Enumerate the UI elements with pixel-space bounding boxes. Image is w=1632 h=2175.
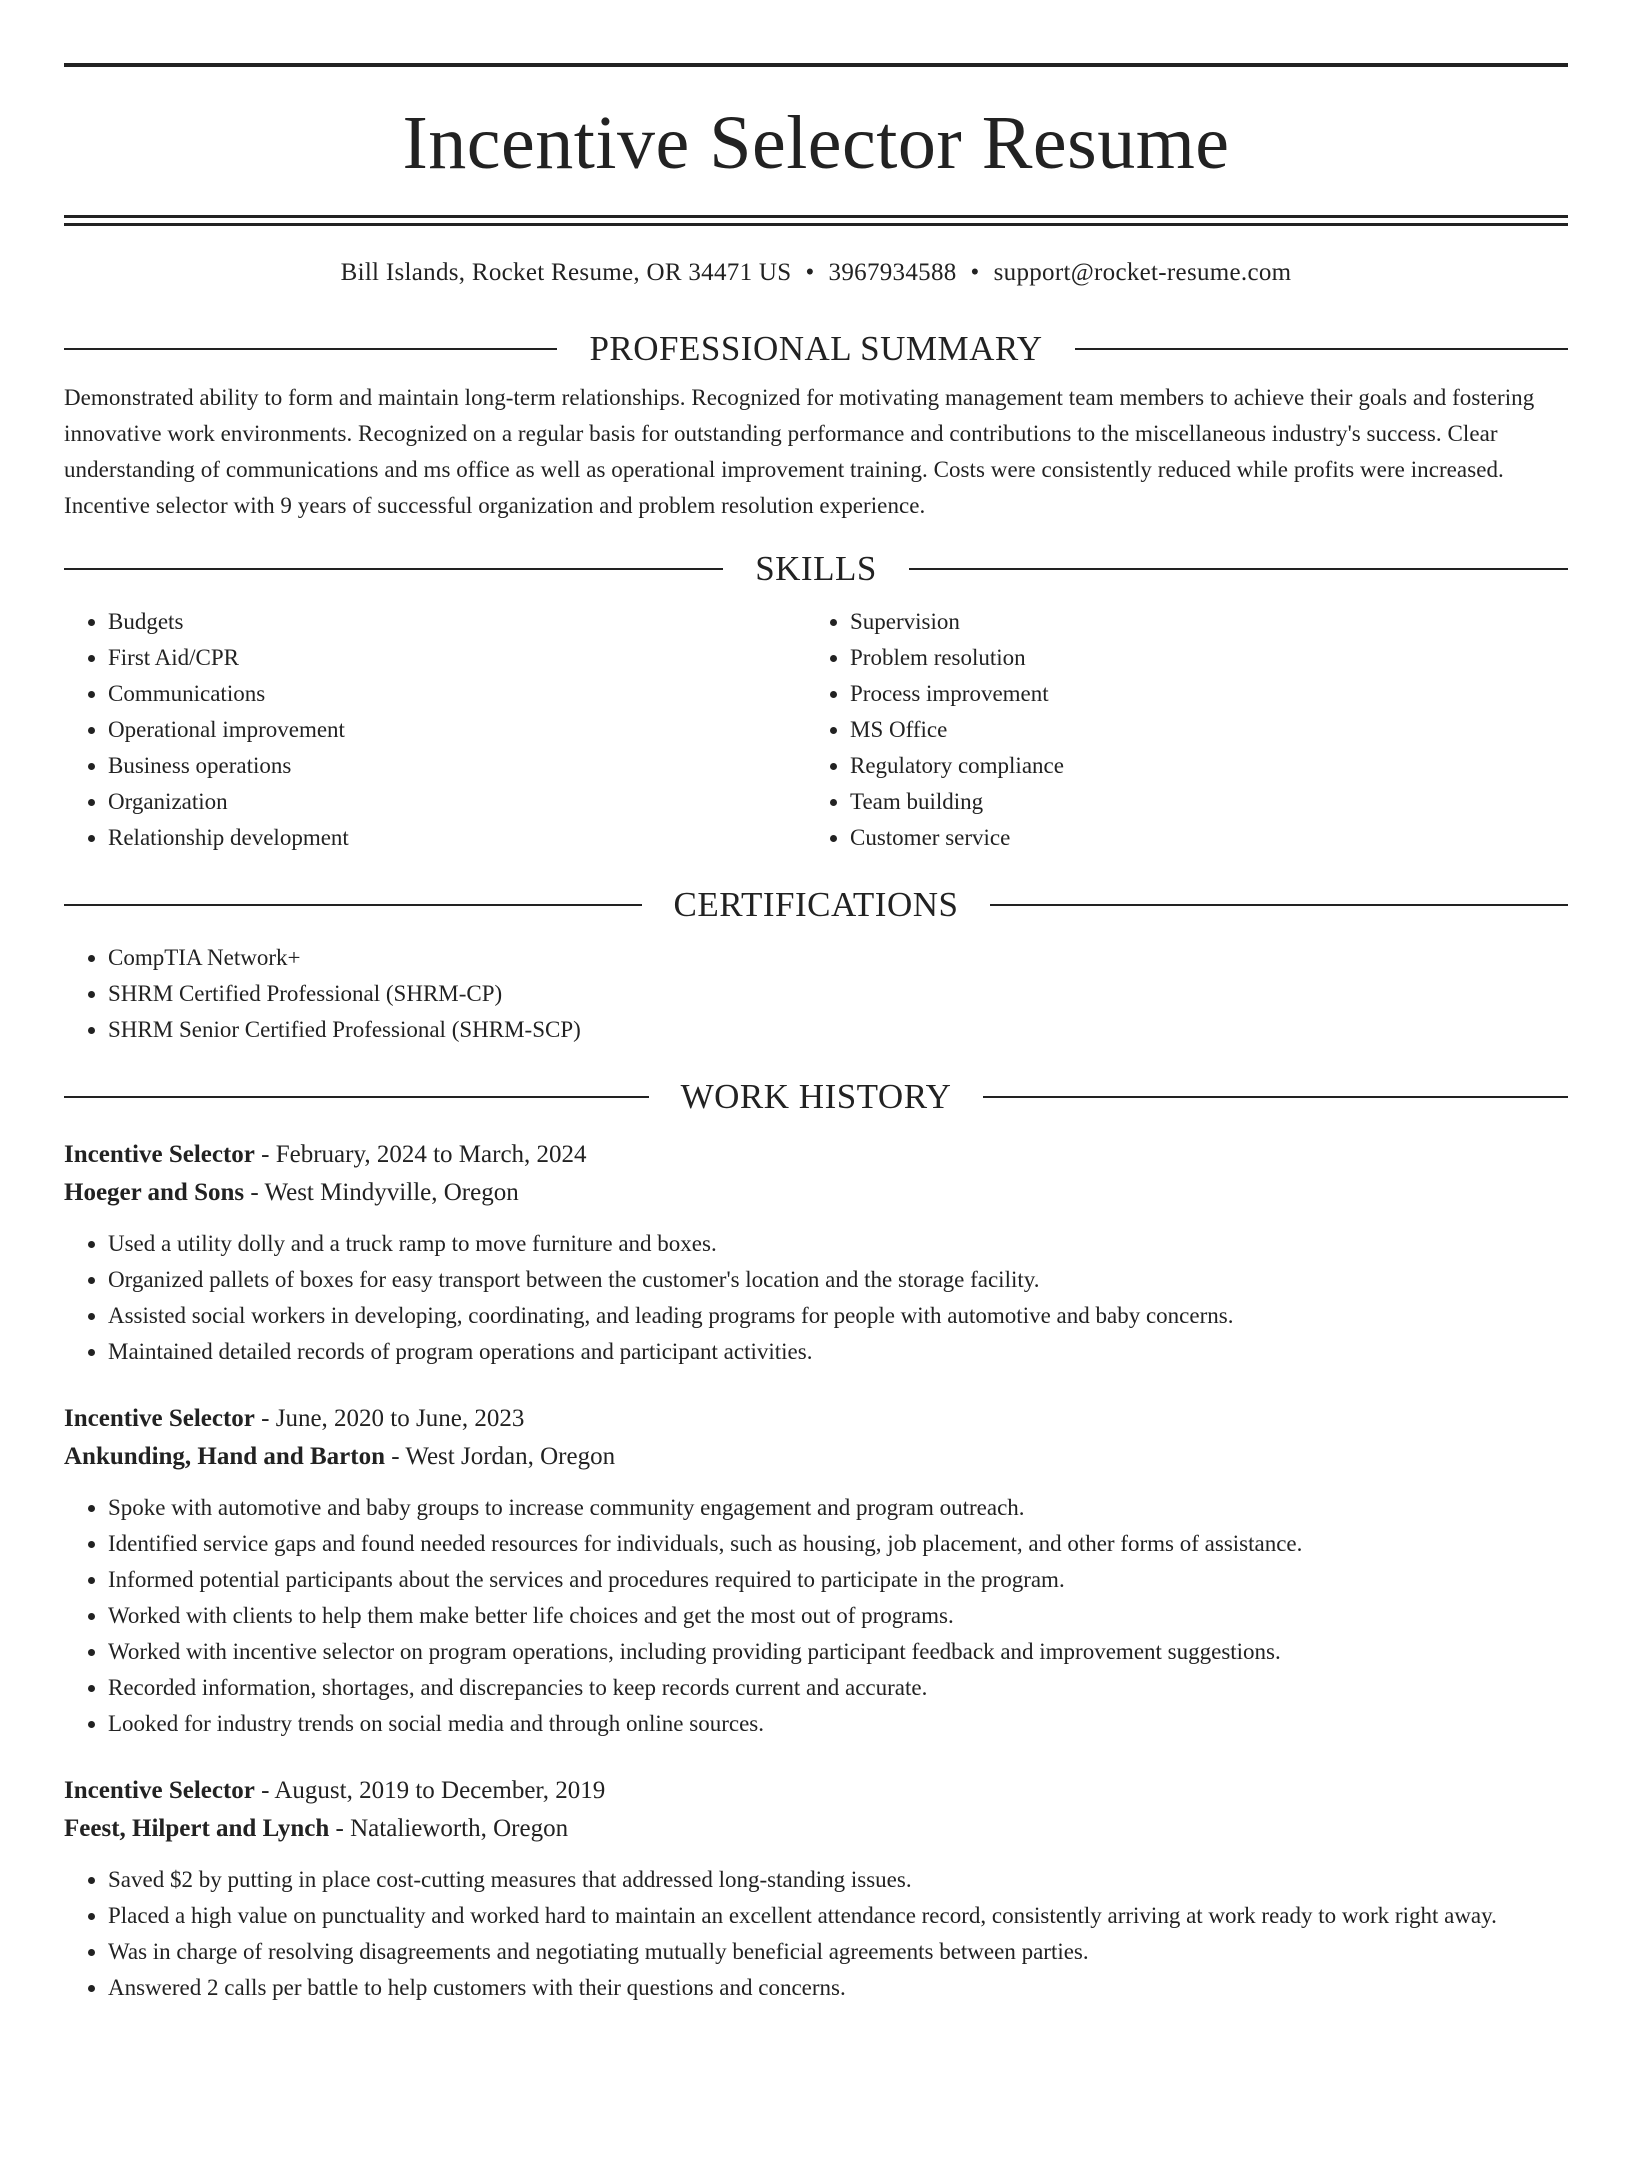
summary-text: Demonstrated ability to form and maintain long-term relationships. Recognized for motivating management team members to achieve their goals and fostering innovative work environments. Recognized on a regular basis for outstanding performance and contributions to the miscellaneous industry's success. Clear understanding of communications and ms office as well as operational improvement training. Costs were consistently reduced while profits were increased. Incentive selector with 9 years of successful organization and problem resolution experience.: [64, 385, 1535, 518]
job-title-line: [64, 1772, 1568, 1810]
job-title-line: [64, 1136, 1568, 1174]
skill-item: • Customer service: [850, 820, 1548, 856]
heading-rule-left: [64, 1096, 649, 1098]
heading-rule-right: [1075, 348, 1568, 350]
job-company: Feest, Hilpert and Lynch: [64, 1815, 330, 1842]
heading-rule-right: [990, 904, 1568, 906]
job-bullet: • Identified service gaps and found needed resources for individuals, such as housing, job placement, and other forms of assistance.: [108, 1526, 1568, 1562]
section-title: WORK HISTORY: [680, 1077, 952, 1116]
job-bullet: • Saved $2 by putting in place cost-cutting measures that addressed long-standing issues.: [108, 1862, 1568, 1898]
resume-page: [0, 63, 1632, 2175]
heading-rule-left: [64, 348, 557, 350]
job-bullet: • Looked for industry trends on social media and through online sources.: [108, 1706, 1568, 1742]
job-bullets: [64, 1226, 1568, 1370]
job-location: - Natalieworth, Oregon: [329, 1815, 569, 1842]
certification-item: • SHRM Senior Certified Professional (SHRM-SCP): [108, 1012, 1568, 1048]
job-bullet: • Recorded information, shortages, and discrepancies to keep records current and accurate.: [108, 1670, 1568, 1706]
job-bullet: • Organized pallets of boxes for easy transport between the customer's location and the storage facility.: [108, 1262, 1568, 1298]
skill-item: • Business operations: [108, 748, 806, 784]
job-company-line: [64, 1438, 1568, 1476]
skill-item: • Organization: [108, 784, 806, 820]
skill-item: • Team building: [850, 784, 1548, 820]
heading-rule-right: [983, 1096, 1568, 1098]
job-bullet: • Answered 2 calls per battle to help customers with their questions and concerns.: [108, 1970, 1568, 2006]
resume-title: Incentive Selector Resume: [402, 101, 1230, 185]
top-rule: [64, 63, 1568, 67]
job-title: Incentive Selector: [64, 1141, 255, 1168]
job-company-line: [64, 1810, 1568, 1848]
section-title: PROFESSIONAL SUMMARY: [589, 329, 1043, 368]
job-dates: - August, 2019 to December, 2019: [254, 1777, 606, 1804]
job-bullet: • Maintained detailed records of program operations and participant activities.: [108, 1334, 1568, 1370]
job-dates: - February, 2024 to March, 2024: [254, 1141, 587, 1168]
skill-item: • Communications: [108, 676, 806, 712]
skill-item: • Process improvement: [850, 676, 1548, 712]
section-title: CERTIFICATIONS: [673, 885, 959, 924]
heading-rule-left: [64, 904, 642, 906]
section-heading-work-history: [64, 1076, 1568, 1118]
job-bullets: [64, 1490, 1568, 1742]
certifications-list: [64, 940, 1568, 1048]
job-entry: [64, 1136, 1568, 1370]
job-title-line: [64, 1400, 1568, 1438]
skill-item: • Budgets: [108, 604, 806, 640]
job-location: - West Jordan, Oregon: [384, 1443, 616, 1470]
job-location: - West Mindyville, Oregon: [244, 1179, 519, 1206]
job-bullet: • Worked with clients to help them make better life choices and get the most out of programs.: [108, 1598, 1568, 1634]
section-heading-skills: [64, 548, 1568, 590]
skills-list-left: [64, 604, 806, 856]
job-bullet: • Was in charge of resolving disagreements and negotiating mutually beneficial agreements between parties.: [108, 1934, 1568, 1970]
contact-separator: •: [805, 259, 815, 286]
job-bullets: [64, 1862, 1568, 2006]
job-dates: - June, 2020 to June, 2023: [254, 1405, 525, 1432]
contact-address: Bill Islands, Rocket Resume, OR 34471 US: [340, 259, 792, 286]
section-title: SKILLS: [755, 549, 877, 588]
job-bullet: • Spoke with automotive and baby groups to increase community engagement and program outreach.: [108, 1490, 1568, 1526]
skill-item: • MS Office: [850, 712, 1548, 748]
job-title: Incentive Selector: [64, 1777, 255, 1804]
skill-item: • Relationship development: [108, 820, 806, 856]
skill-item: • First Aid/CPR: [108, 640, 806, 676]
skill-item: • Operational improvement: [108, 712, 806, 748]
contact-line: [64, 258, 1568, 288]
job-bullet: • Assisted social workers in developing, coordinating, and leading programs for people with automotive and baby concerns.: [108, 1298, 1568, 1334]
skill-item: • Problem resolution: [850, 640, 1548, 676]
contact-email: support@rocket-resume.com: [993, 259, 1292, 286]
job-company: Hoeger and Sons: [64, 1179, 245, 1206]
job-entry: [64, 1772, 1568, 2006]
job-bullet: • Worked with incentive selector on program operations, including providing participant feedback and improvement suggestions.: [108, 1634, 1568, 1670]
heading-rule-right: [909, 568, 1568, 570]
section-heading-summary: [64, 328, 1568, 370]
job-company: Ankunding, Hand and Barton: [64, 1443, 385, 1470]
job-entry: [64, 1400, 1568, 1742]
job-company-line: [64, 1174, 1568, 1212]
heading-rule-left: [64, 568, 723, 570]
job-bullet: • Informed potential participants about the services and procedures required to participate in the program.: [108, 1562, 1568, 1598]
job-title: Incentive Selector: [64, 1405, 255, 1432]
skill-item: • Regulatory compliance: [850, 748, 1548, 784]
certification-item: • SHRM Certified Professional (SHRM-CP): [108, 976, 1568, 1012]
contact-separator: •: [970, 259, 980, 286]
contact-phone: 3967934588: [828, 259, 957, 286]
certification-item: • CompTIA Network+: [108, 940, 1568, 976]
title-double-rule: [64, 215, 1568, 226]
section-heading-certifications: [64, 884, 1568, 926]
job-bullet: • Placed a high value on punctuality and worked hard to maintain an excellent attendance record, consistently arriving at work ready to work right away.: [108, 1898, 1568, 1934]
skill-item: • Supervision: [850, 604, 1548, 640]
job-bullet: • Used a utility dolly and a truck ramp to move furniture and boxes.: [108, 1226, 1568, 1262]
skills-columns: [64, 604, 1568, 856]
skills-list-right: [806, 604, 1548, 856]
